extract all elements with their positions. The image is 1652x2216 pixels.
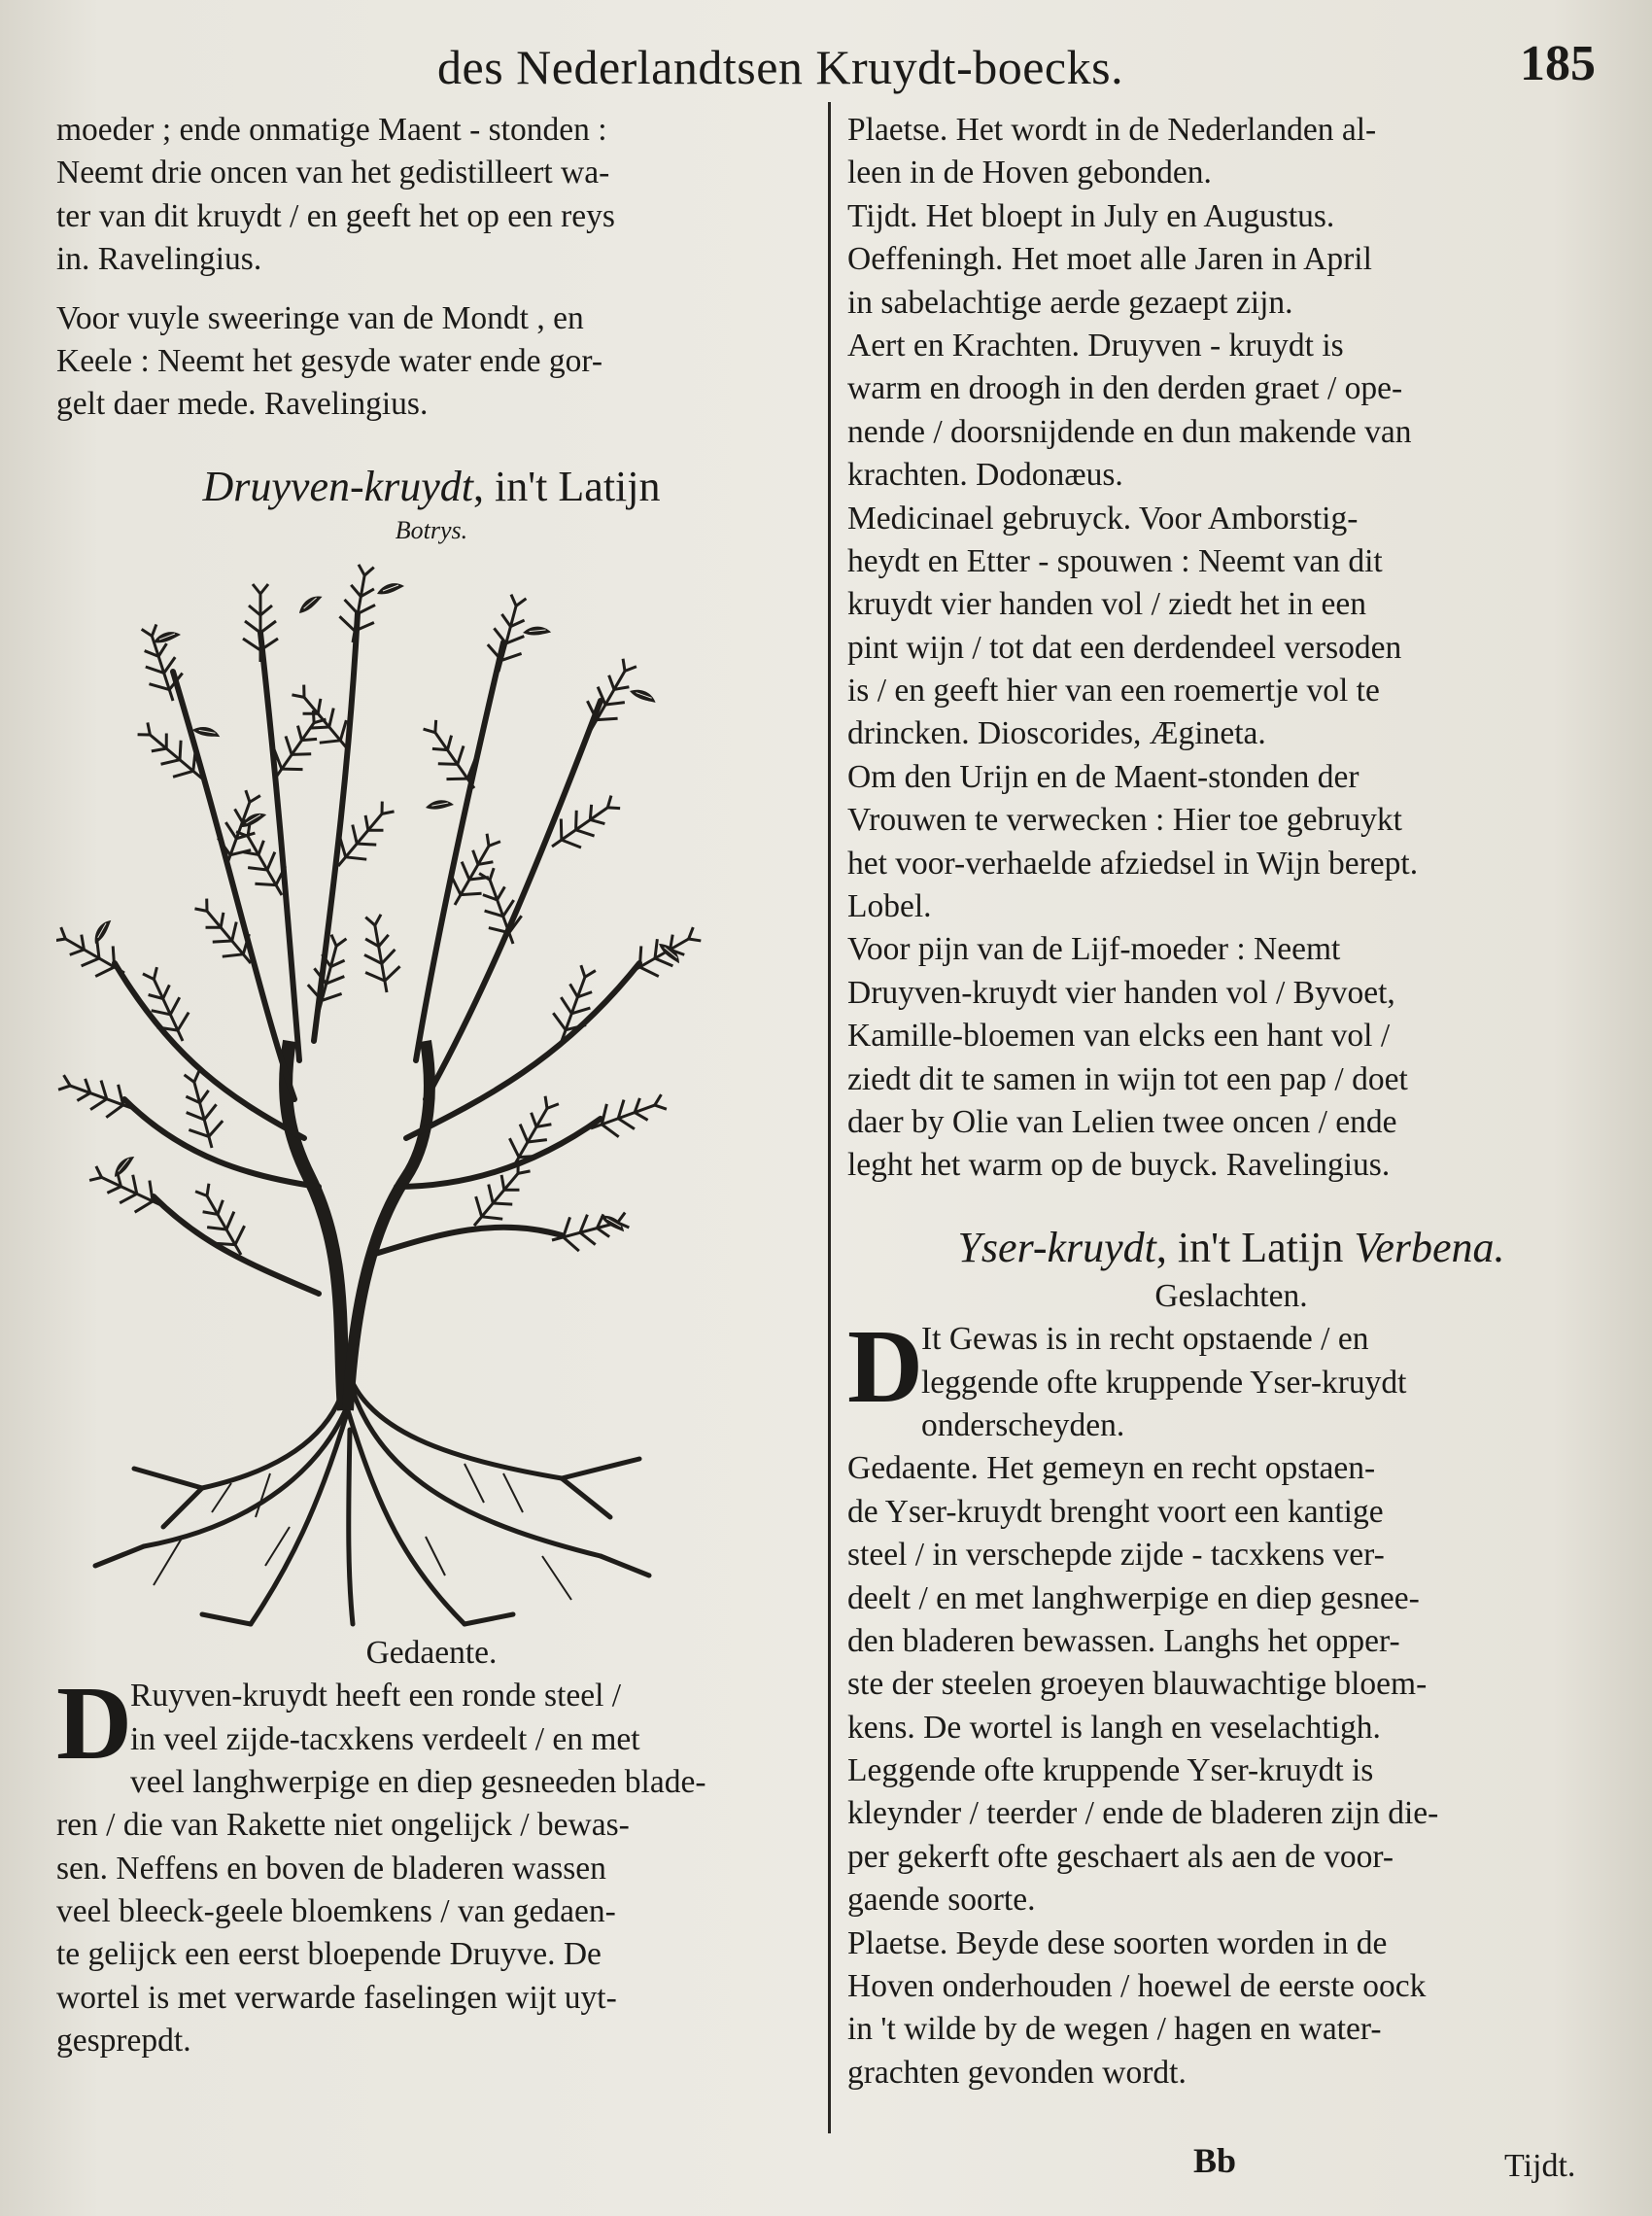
text-line: gaende soorte.	[847, 1882, 1036, 1919]
text-line: gelt daer mede. Ravelingius.	[56, 386, 429, 423]
text-line: sen. Neffens en boven de bladeren wassen	[56, 1850, 606, 1887]
text-line: deelt / en met langhwerpige en diep gesnee-	[847, 1579, 1420, 1616]
paragraph-moeder	[56, 109, 807, 282]
text-line: Vrouwen te verwecken : Hier toe gebruykt	[847, 802, 1402, 839]
text-line: moeder ; ende onmatige Maent - stonden :	[56, 112, 607, 148]
drop-cap: D	[847, 1309, 923, 1426]
section-heading-druyven-kruydt	[56, 460, 807, 514]
text-line: Plaetse. Het wordt in de Nederlanden al-	[847, 112, 1377, 148]
text-line: Neemt drie oncen van het gedistilleert wa-	[56, 155, 610, 191]
page-header	[0, 29, 1652, 107]
text-line: Plaetse. Beyde dese soorten worden in de	[847, 1924, 1388, 1961]
text-line: pint wijn / tot dat een derdendeel versoden	[847, 629, 1402, 666]
text-line: warm en droogh in den derden graet / ope-	[847, 370, 1403, 407]
paragraph-gedaente-yser	[847, 1447, 1615, 1749]
text-line: ste der steelen groeyen blauwachtige bloem-	[847, 1666, 1428, 1703]
page-number: 185	[1520, 36, 1596, 91]
paragraph-urijn	[847, 756, 1615, 929]
paragraph-oeffeningh	[847, 238, 1615, 325]
text-line: in veel zijde-tacxkens verdeelt / en met	[130, 1720, 640, 1757]
text-line: in sabelachtige aerde gezaept zijn.	[847, 284, 1293, 321]
text-line: leght het warm op de buyck. Ravelingius.	[847, 1147, 1391, 1184]
botrys-woodcut-illustration	[56, 555, 807, 1632]
text-line: per gekerft ofte geschaert als aen de voor-	[847, 1838, 1394, 1875]
text-line: Aert en Krachten. Druyven - kruydt is	[847, 327, 1344, 364]
subheading-geslachten: Geslachten.	[1154, 1277, 1308, 1314]
paragraph-medicinael-gebruyck	[847, 498, 1615, 756]
paragraph-leggende	[847, 1749, 1615, 1922]
text-line: daer by Olie van Lelien twee oncen / ende	[847, 1103, 1397, 1140]
text-line: Voor pijn van de Lijf-moeder : Neemt	[847, 931, 1341, 968]
text-line: gesprepdt.	[56, 2023, 191, 2060]
text-line: wortel is met verwarde faselingen wijt uyt-	[56, 1979, 617, 2016]
text-line: onderscheyden.	[921, 1406, 1125, 1443]
text-line: ter van dit kruydt / en geeft het op een reys	[56, 197, 615, 234]
running-title: des Nederlandtsen Kruydt-boecks.	[437, 40, 1124, 94]
text-line: Hoven onderhouden / hoewel de eerste oock	[847, 1968, 1427, 2005]
text-line: heydt en Etter - spouwen : Neemt van dit	[847, 542, 1383, 579]
text-line: kens. De wortel is langh en veselachtigh.	[847, 1709, 1381, 1746]
paragraph-gedaente	[56, 1666, 807, 2063]
text-line: kleynder / teerder / ende de bladeren zijn die-	[847, 1795, 1439, 1832]
text-line: ren / die van Rakette niet ongelijck / bewas-	[56, 1807, 630, 1844]
text-line: Kamille-bloemen van elcks een hant vol /	[847, 1018, 1391, 1055]
section-heading-yser-kruydt	[847, 1221, 1615, 1275]
text-line: nende / doorsnijdende en dun makende van	[847, 413, 1412, 450]
text-line: veel bleeck-geele bloemkens / van gedaen-	[56, 1893, 616, 1930]
paragraph-aert-en-krachten	[847, 325, 1615, 498]
text-line: It Gewas is in recht opstaende / en	[921, 1321, 1369, 1358]
text-line: leen in de Hoven gebonden.	[847, 155, 1212, 191]
text-line: Ruyven-kruydt heeft een ronde steel /	[130, 1678, 622, 1714]
text-line: kruydt vier handen vol / ziedt het in een	[847, 586, 1366, 623]
text-line: steel / in verschepde zijde - tacxkens ver-	[847, 1537, 1385, 1574]
latin-name: Botrys.	[395, 515, 468, 544]
text-line: Lobel.	[847, 888, 932, 925]
paragraph-geslachten	[847, 1309, 1615, 1447]
text-line: den bladeren bewassen. Langhs het opper-	[847, 1622, 1400, 1659]
text-line: te gelijck een eerst bloepende Druyve. De	[56, 1936, 602, 1973]
column-rule	[828, 102, 831, 2133]
figure-caption-gedaente: Gedaente.	[365, 1634, 498, 1671]
text-line: veel langhwerpige en diep gesneeden blade-	[130, 1763, 706, 1800]
text-line: in 't wilde by de wegen / hagen en water-	[847, 2011, 1382, 2048]
paragraph-lijf-moeder	[847, 928, 1615, 1187]
latin-prefix: , in't Latijn	[473, 462, 661, 510]
text-line: de Yser-kruydt brenght voort een kantige	[847, 1493, 1384, 1530]
text-line: Druyven-kruydt vier handen vol / Byvoet,	[847, 974, 1395, 1011]
text-line: Oeffeningh. Het moet alle Jaren in April	[847, 241, 1372, 278]
text-line: leggende ofte kruppende Yser-kruydt	[921, 1364, 1407, 1401]
text-line: drincken. Dioscorides, Ægineta.	[847, 715, 1266, 752]
text-line: is / en geeft hier van een roemertje vol te	[847, 673, 1380, 710]
latin-prefix: , in't Latijn	[1155, 1223, 1344, 1271]
text-line: Medicinael gebruyck. Voor Amborstig-	[847, 500, 1359, 537]
plant-name: Druyven-kruydt	[202, 462, 474, 510]
right-column	[847, 109, 1615, 2095]
latin-name: Verbena.	[1354, 1223, 1505, 1271]
paragraph-plaetse-yser	[847, 1922, 1615, 2095]
paragraph-tijdt: Tijdt. Het bloept in July en Augustus.	[847, 197, 1335, 234]
plant-name: Yser-kruydt	[957, 1223, 1156, 1271]
text-line: grachten gevonden wordt.	[847, 2054, 1187, 2091]
text-line: krachten. Dodonæus.	[847, 457, 1123, 494]
paragraph-plaetse	[847, 109, 1615, 195]
text-line: Keele : Neemt het gesyde water ende gor-	[56, 342, 603, 379]
text-line: Voor vuyle sweeringe van de Mondt , en	[56, 299, 584, 336]
catchword: Tijdt.	[1504, 2148, 1576, 2184]
text-line: Leggende ofte kruppende Yser-kruydt is	[847, 1752, 1374, 1789]
signature-mark: Bb	[1193, 2141, 1237, 2180]
paragraph-sweeringe	[56, 297, 807, 427]
text-line: Gedaente. Het gemeyn en recht opstaen-	[847, 1450, 1376, 1487]
text-line: Om den Urijn en de Maent-stonden der	[847, 758, 1359, 795]
left-column	[56, 109, 807, 2063]
drop-cap: D	[56, 1666, 132, 1783]
text-line: het voor-verhaelde afziedsel in Wijn berept.	[847, 845, 1419, 882]
text-line: ziedt dit te samen in wijn tot een pap / doet	[847, 1060, 1408, 1097]
text-line: in. Ravelingius.	[56, 241, 262, 278]
